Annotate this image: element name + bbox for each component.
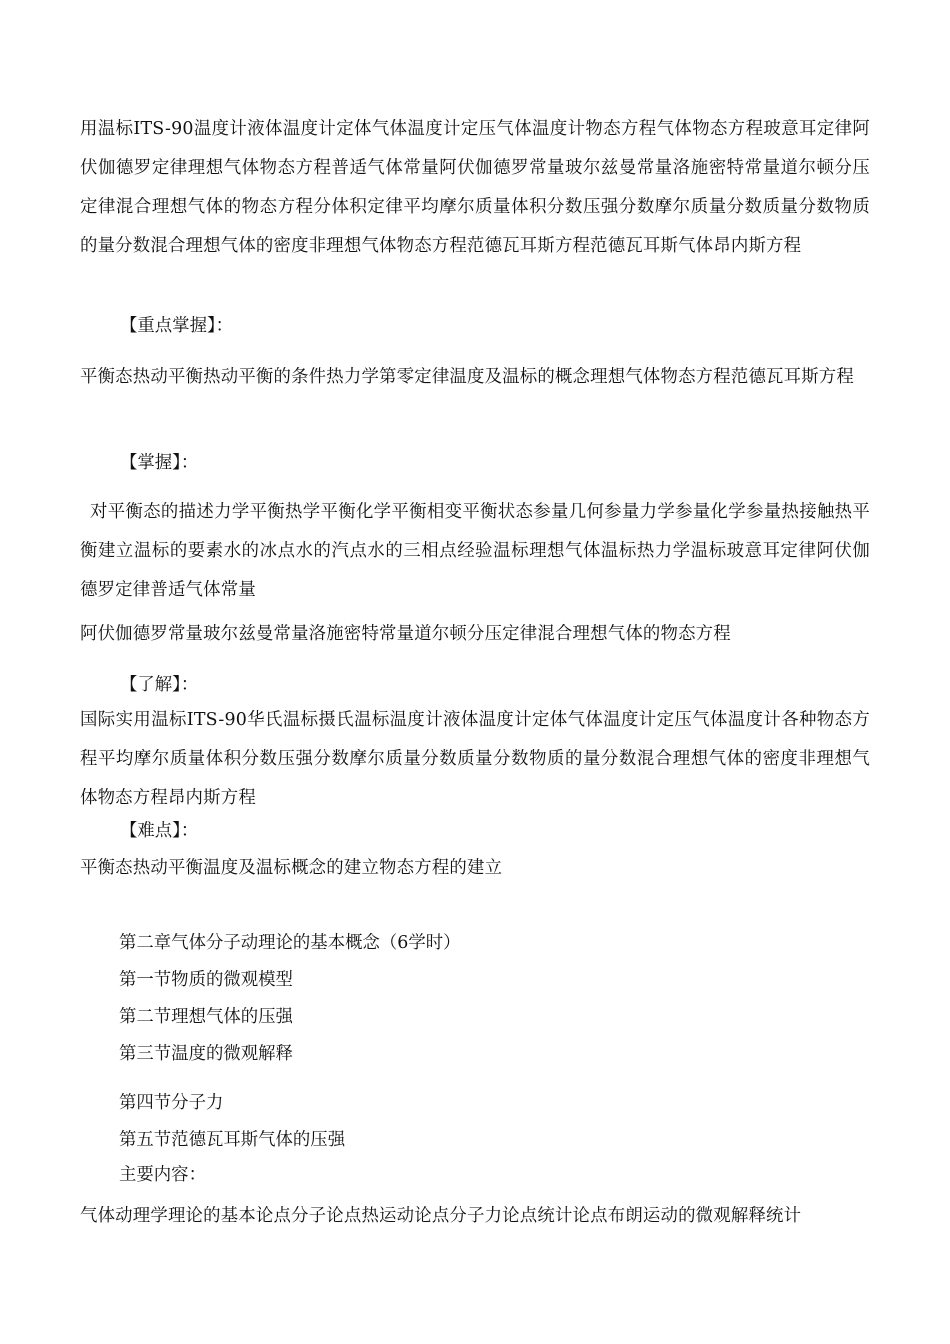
paragraph-main-content: 气体动理学理论的基本论点分子论点热运动论点分子力论点统计论点布朗运动的微观解释统计 [80, 1206, 802, 1226]
heading-key-points: 【重点掌握】： [120, 316, 234, 336]
paragraph-temperature-scales: 用温标ITS-90温度计液体温度计定体气体温度计定压气体温度计物态方程气体物态方程玻意耳定律阿伏伽德罗定律理想气体物态方程普适气体常量阿伏伽德罗常量玻尔兹曼常量洛施密特常量道尔顿分压定律混合理想气体的物态方程分体积定律平均摩尔质量体积分数压强分数摩尔质量分数质量分数物质的量分数混合理想气体的密度非理想气体物态方程范德瓦耳斯方程范德瓦耳斯气体昂内斯方程 [80, 119, 870, 256]
heading-difficulties: 【难点】： [120, 821, 199, 841]
heading-understand: 【了解】： [120, 675, 199, 695]
paragraph-difficulties: 平衡态热动平衡温度及温标概念的建立物态方程的建立 [80, 858, 503, 878]
main-content-label: 主要内容： [119, 1165, 206, 1185]
paragraph-master-continued: 阿伏伽德罗常量玻尔兹曼常量洛施密特常量道尔顿分压定律混合理想气体的物态方程 [80, 624, 731, 644]
heading-master: 【掌握】： [120, 453, 199, 473]
section-item: 第五节范德瓦耳斯气体的压强 [119, 1130, 346, 1150]
paragraph-understand: 国际实用温标ITS-90华氏温标摄氏温标温度计液体温度计定体气体温度计定压气体温度计各种物态方程平均摩尔质量体积分数压强分数摩尔质量分数质量分数物质的量分数混合理想气体的密度非理想气体物态方程昂内斯方程 [80, 710, 870, 808]
section-item: 第二节理想气体的压强 [119, 1007, 293, 1027]
paragraph-master: 对平衡态的描述力学平衡热学平衡化学平衡相变平衡状态参量几何参量力学参量化学参量热接触热平衡建立温标的要素水的冰点水的汽点水的三相点经验温标理想气体温标热力学温标玻意耳定律阿伏伽德罗定律普适气体常量 [80, 502, 870, 600]
chapter-title: 第二章气体分子动理论的基本概念（6学时） [119, 933, 461, 953]
section-item: 第三节温度的微观解释 [119, 1044, 293, 1064]
section-item: 第一节物质的微观模型 [119, 970, 293, 990]
section-item: 第四节分子力 [119, 1093, 224, 1113]
paragraph-key-points: 平衡态热动平衡热动平衡的条件热力学第零定律温度及温标的概念理想气体物态方程范德瓦耳斯方程 [80, 367, 854, 387]
